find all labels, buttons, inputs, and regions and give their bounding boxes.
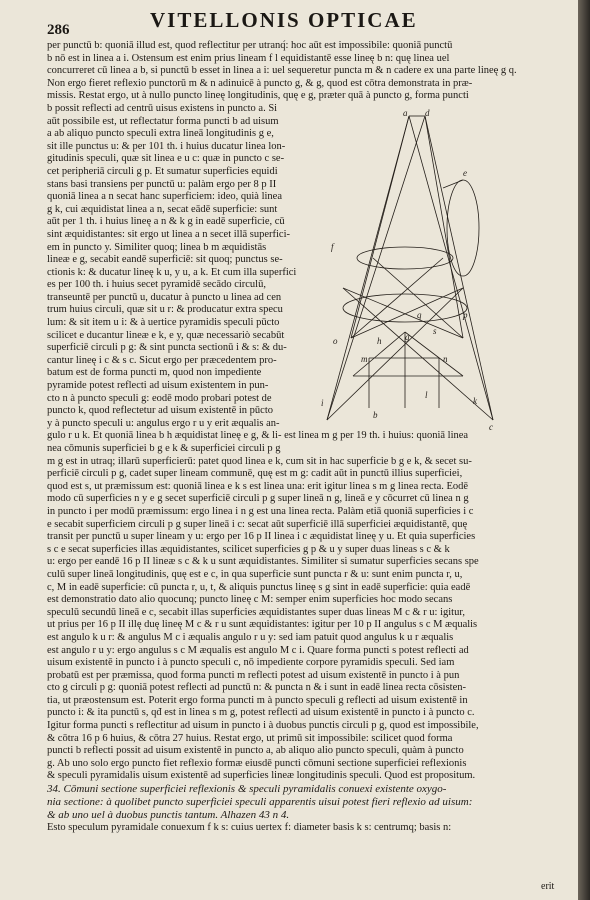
text-line: tia, ut præostensum est. Poterit ergo forma puncti m à puncto speculi g reflecti ad uisum existentē in	[47, 694, 468, 706]
label-l: l	[425, 390, 428, 400]
text-line: cto g circuli p g: quoniā potest reflecti ad punctū n: & puncta n & i sunt in eadē linea recta cōsisten-	[47, 682, 466, 694]
page-header	[40, 8, 560, 38]
text-line: trum huius circuli, quæ sit u r: & producatur extra specu	[47, 304, 283, 316]
label-b: b	[373, 410, 378, 420]
label-h: h	[377, 336, 382, 346]
text-line: nea cōmunis superficiei b g e k & superficiei circuli p g	[47, 443, 281, 454]
final-paragraph	[47, 822, 559, 835]
text-line: em in puncto y. Similiter quoq; linea b m æquidistās	[47, 241, 267, 253]
text-line: cet peripheriā circuli g p. Et sumatur superficies equidi	[47, 165, 278, 177]
text-line: Esto speculum pyramidale conuexum f k s: cuius uertex f: diameter basis k s: centrumq; basis n:	[47, 822, 452, 834]
label-s: s	[433, 326, 437, 336]
text-line: per punctū b: quoniā illud est, quod reflectitur per utranq́: hoc aūt est impossibile: quoniā punctū	[47, 40, 453, 51]
diagram-line	[425, 116, 493, 420]
text-line: superficiē circuli p g: & sint puncta sectionū i & s: & du-	[47, 342, 287, 354]
text-line: scilicet e ducantur lineæ e k, e y, quæ necessariò secabūt	[47, 329, 285, 341]
text-line: puncto i: & ita punctū s, qđ est in linea s m g, potest reflecti ad uisum existentē in puncto i à puncto c.	[47, 707, 475, 719]
text-line: est demonstratio dato alio quocunq; puncto lineę c M: semper enim superficies hoc modo secans	[47, 594, 453, 606]
text-line: puncti b reflecti possit ad uisum existentē in puncto a, ab aliquo alio puncto speculi, quàm à puncto	[47, 745, 464, 757]
label-a: a	[403, 108, 408, 118]
text-line: gitudinis speculi, quæ sit linea e u c: quæ in puncto c se-	[47, 153, 285, 165]
label-f: f	[331, 242, 334, 252]
text-line: & cōtra 16 p 6 huius, & cōtra 27 huius. Restat ergo, ut primū sit impossibile: scilicet quod forma	[47, 732, 453, 744]
text-line: s c e secat superficies illas æquidistantes, scilicet superficies g p & u y super duas lineas s c & k	[47, 543, 450, 555]
text-line: b nō est in linea a i. Ostensum est enim prius lineam f l equidistantē esse lineę b n: quę linea uel	[47, 52, 450, 64]
text-line: es per 100 th. i huius secet pyramidē secādo circulū,	[47, 279, 266, 291]
text-line: batum est de forma puncti m, quod non impediente	[47, 367, 262, 379]
text-line: transeuntē per punctū u, ducatur à puncto u linea ad cen	[47, 291, 282, 303]
diagram-line	[351, 116, 409, 338]
diagram-line	[405, 332, 463, 376]
text-line: cto n à puncto speculi g: eodē modo probari potest de	[47, 392, 272, 404]
text-line: ctionis k: & ducatur lineę k u, y u, a k. Et cum illa superfici	[47, 266, 297, 278]
text-line: aūt possibile est, ut reflectatur forma puncti b ad uisum	[47, 115, 279, 127]
text-line: b possit reflecti ad centrū uisus existens in puncto a. Si	[47, 102, 278, 114]
proposition-34	[47, 783, 559, 822]
text-line: missis. Restat ergo, ut à nullo puncto lineę longitudinis, quę e g, præter quā à puncto g, forma puncti	[47, 90, 469, 102]
catchword: erit	[541, 881, 555, 892]
label-i: i	[321, 398, 324, 408]
text-line: lineæ e g, secabit eandē superficiē: sit quoq; punctus se-	[47, 254, 283, 266]
label-p: p	[463, 310, 468, 320]
label-o: o	[333, 336, 338, 346]
running-title: VITELLONIS OPTICAE	[150, 8, 418, 32]
text-line: pyramide potest reflecti ad uisum existentem in pun-	[47, 380, 269, 392]
text-line: m g est in utraq; illarū superficierū: patet quod linea e k, cum sit in hac superficie b g e k, & secet su-	[47, 455, 472, 467]
diagram-ellipse	[343, 294, 467, 322]
diagram-line	[351, 258, 443, 338]
text-line: quod est s, ut præmissum est: quoniā linea e k s est linea una: erit igitur linea s m g linea recta. Eodē	[47, 480, 469, 492]
geometric-diagram	[313, 108, 501, 435]
text-line: quoniā linea a n secat hanc superficiem: ideo, quià linea	[47, 191, 282, 203]
label-m: m	[361, 354, 368, 364]
text-line: gulo r u k. Et quoniā linea b h æquidistat lineę e g, & li- est linea m g per 19 th. i huius: quoniā linea	[47, 430, 469, 442]
text-line: e secabit superficiem circuli p g super lineā i c: secat aūt superficiē illā superficiei æquidistantē, quę	[47, 518, 468, 530]
diagram-line	[327, 116, 425, 420]
text-line: transit per punctū u super lineam y u: ergo per 16 p II linea i c æquidistat lineę y u. Et quia superficies	[47, 531, 476, 543]
text-line: aūt per 1 th. i huius lineę a n & k g in eadē superficie, cū	[47, 216, 285, 228]
text-line: concurreret cū linea a b, si punctū b esset in linea a i: uel sequeretur puncta m & n cadere ex una parte lineę g q.	[47, 65, 517, 77]
label-k: k	[473, 396, 477, 406]
text-line: sint æquidistantes: sit ergo ut linea a n secet illā superfici-	[47, 228, 291, 240]
text-line: lum: & sit item u i: & à uertice pyramidis speculi pūcto	[47, 317, 280, 329]
text-line: puncto k, quod reflectetur ad uisum existentē in pūcto	[47, 405, 273, 417]
pyramid-figure	[313, 108, 501, 435]
diagram-line	[443, 180, 463, 188]
text-line: ut prius per 16 p II illę duę lineę M c & r u sunt æquidistantes: igitur per 10 p II angulus s c M æqualis	[47, 619, 478, 631]
text-below-diagram	[47, 430, 559, 783]
diagram-line	[351, 288, 463, 338]
label-e: e	[463, 168, 467, 178]
text-line: speculū secundū lineā e c, secabit illas superficies æquidistantes super duas lineas M c & r u: igitur,	[47, 606, 466, 618]
text-line: g k, cui æquidistat linea a n, secat eādē superficie: sunt	[47, 203, 278, 215]
text-line: est angulo k u r: & angulus M c i æqualis angulo r u y: sed iam patuit quod angulus k u r æqualis	[47, 631, 454, 643]
text-line: cantur lineę i c & s c. Sicut ergo per præcedentem pro-	[47, 354, 277, 366]
diagram-line	[425, 116, 463, 338]
label-g: g	[405, 332, 410, 342]
text-line: culū super lineā longitudinis, quę est e c, in qua superficie sunt puncta r & u: sunt enim puncta r, u,	[47, 568, 463, 580]
text-line: g. Ab uno solo ergo puncto fiet reflexio formæ eiusdē puncti cōmuni sectione superficiei reflexionis	[47, 757, 467, 769]
page-number: 286	[47, 22, 70, 38]
proposition-line: & ab uno uel à duobus punctis tantum. Alhazen 43 n 4.	[47, 809, 290, 822]
label-q: q	[417, 310, 422, 320]
diagram-ellipse	[447, 180, 479, 276]
text-line: stans basi transiens per punctū u: palàm ergo per 8 p II	[47, 178, 277, 190]
text-line: c, M in eadē superficie: cū puncta r, u, t, & aliquis punctus lineę s g sint in eadē superficie: quia eadē	[47, 581, 471, 593]
text-line: y à puncto speculi u: angulus ergo r u y erit æqualis an-	[47, 417, 280, 429]
text-line: Igitur forma puncti s reflectitur ad uisum in puncto i à duobus punctis circuli p g, quod est impossibile,	[47, 720, 479, 732]
text-line: perficiē circuli p g, cadet super lineam communē, quę est m g: cadit aūt in punctū illius superficiei,	[47, 468, 463, 480]
proposition-line: nia sectione: à quolibet puncto superficiei speculi apparentis uisui potest fieri reflexio ad uisum:	[47, 796, 473, 809]
text-line: uisum existentē in puncto i à puncto speculi c, nō impediente corpore pyramidis speculi. Sed iam	[47, 657, 455, 669]
text-line: u: ergo per eandē 16 p II lineæ s c & k u sunt æquidistantes. Similiter si sumatur superficies secans spe	[47, 556, 479, 568]
text-line: probatū est per præmissa, quod forma puncti m reflecti potest ad uisum existentē in puncto i à pun	[47, 669, 460, 681]
diagram-ellipse	[357, 247, 453, 269]
label-d: d	[425, 108, 430, 118]
text-line: a ab aliquo puncto speculi extra lineā longitudinis g e,	[47, 128, 274, 140]
text-line: est angulo r u y: ergo angulus s c M æqualis est angulo M c i. Quare forma puncti s potest reflecti ad	[47, 644, 469, 656]
diagram-line	[343, 288, 463, 338]
text-line: modo cū superficies n y e g secet superficiē circuli p g super lineā n g, lineā e y cōcurret cū linea n g	[47, 493, 469, 505]
text-line: sit ille punctus u: & per 101 th. i huius ducatur linea lon-	[47, 140, 286, 152]
label-n: n	[443, 354, 448, 364]
proposition-line: 34. Cōmuni sectione superficiei reflexionis & speculi pyramidalis conuexi existente oxygo-	[47, 783, 447, 796]
top-paragraph	[47, 40, 559, 103]
text-line: Non ergo fieret reflexio punctorū m & n adinuicē à puncto g, & g, quod est cōtra demonstrata in præ-	[47, 77, 473, 89]
book-binding-edge	[578, 0, 590, 900]
text-line: & speculi pyramidalis uisum existentē ad superficies lineæ longitudinis speculi. Quod est propositum.	[47, 770, 476, 782]
label-c: c	[489, 422, 493, 432]
text-line: in puncto i per modū præmissum: ergo linea i n g est una linea recta. Palàm etiā quoniā superficies i c	[47, 505, 474, 517]
